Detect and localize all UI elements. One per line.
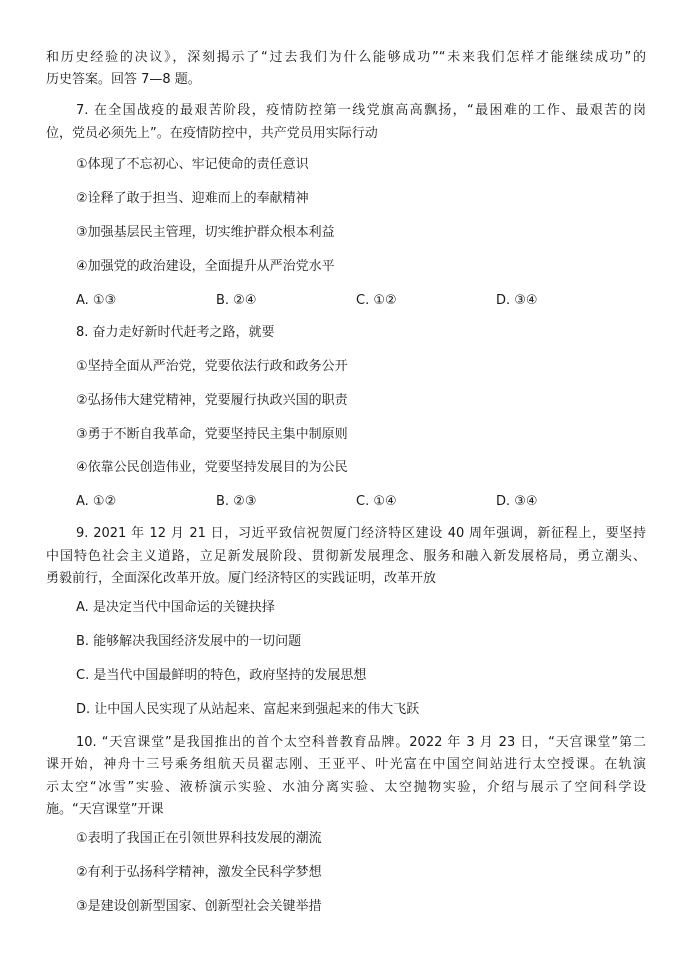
q9-option-c: C. 是当代中国最鲜明的特色，政府坚持的发展思想 [76,668,367,683]
q8-item-1: ①坚持全面从严治党，党要依法行政和政务公开 [76,359,348,374]
q10-stem-line-3: 示太空“冰雪”实验、液桥演示实验、水油分离实验、太空抛物实验，介绍与展示了空间科学设 [46,780,646,795]
q8-item-2: ②弘扬伟大建党精神，党要履行执政兴国的职责 [76,393,348,408]
q8-option-b: B. ②③ [216,494,257,509]
q10-item-1: ①表明了我国正在引领世界科技发展的潮流 [76,831,322,846]
q10-stem-line-1: 10. “天宫课堂”是我国推出的首个太空科普教育品牌。2022 年 3 月 23 日，“天宫课堂”第二 [76,735,646,750]
q7-item-3: ③加强基层民主管理，切实维护群众根本利益 [76,225,335,240]
q8-item-3: ③勇于不断自我革命，党要坚持民主集中制原则 [76,427,348,442]
q9-option-a: A. 是决定当代中国命运的关键抉择 [76,600,275,615]
q8-option-a: A. ①② [76,494,117,509]
q7-option-a: A. ①③ [76,293,117,308]
q8-option-d: D. ③④ [496,494,538,509]
q9-stem-line-2: 中国特色社会主义道路，立足新发展阶段、贯彻新发展理念、服务和融入新发展格局，勇立潮头、 [46,549,646,564]
q8-option-c: C. ①④ [356,494,397,509]
intro-line-2: 历史答案。回答 7—8 题。 [46,72,201,87]
q7-stem-line-1: 7. 在全国战疫的最艰苦阶段，疫情防控第一线党旗高高飘扬，“最困难的工作、最艰苦的岗 [76,103,646,118]
q10-item-2: ②有利于弘扬科学精神，激发全民科学梦想 [76,865,322,880]
q7-option-d: D. ③④ [496,293,538,308]
q10-stem-line-2: 课开始，神舟十三号乘务组航天员翟志刚、王亚平、叶光富在中国空间站进行太空授课。在轨演 [46,757,646,772]
q9-stem-line-3: 勇毅前行，全面深化改革开放。厦门经济特区的实践证明，改革开放 [46,571,437,586]
q9-option-b: B. 能够解决我国经济发展中的一切问题 [76,634,302,649]
q7-item-1: ①体现了不忘初心、牢记使命的责任意识 [76,157,309,172]
q8-item-4: ④依靠公民创造伟业，党要坚持发展目的为公民 [76,460,348,475]
q7-option-c: C. ①② [356,293,397,308]
q9-option-d: D. 让中国人民实现了从站起来、富起来到强起来的伟大飞跃 [76,702,420,717]
q7-stem-line-2: 位，党员必须先上”。在疫情防控中，共产党员用实际行动 [46,126,378,141]
q7-item-4: ④加强党的政治建设，全面提升从严治党水平 [76,259,335,274]
q9-stem-line-1: 9. 2021 年 12 月 21 日，习近平致信祝贺厦门经济特区建设 40 周年强调，新征程上，要坚持 [76,526,646,541]
q7-option-b: B. ②④ [216,293,257,308]
q7-item-2: ②诠释了敢于担当、迎难而上的奉献精神 [76,191,309,206]
q10-stem-line-4: 施。“天宫课堂”开课 [46,802,164,817]
q10-item-3: ③是建设创新型国家、创新型社会关键举措 [76,899,322,914]
intro-line-1: 和历史经验的决议》，深刻揭示了“过去我们为什么能够成功”“未来我们怎样才能继续成功”的 [46,50,646,65]
q8-stem: 8. 奋力走好新时代赶考之路，就要 [76,325,275,340]
